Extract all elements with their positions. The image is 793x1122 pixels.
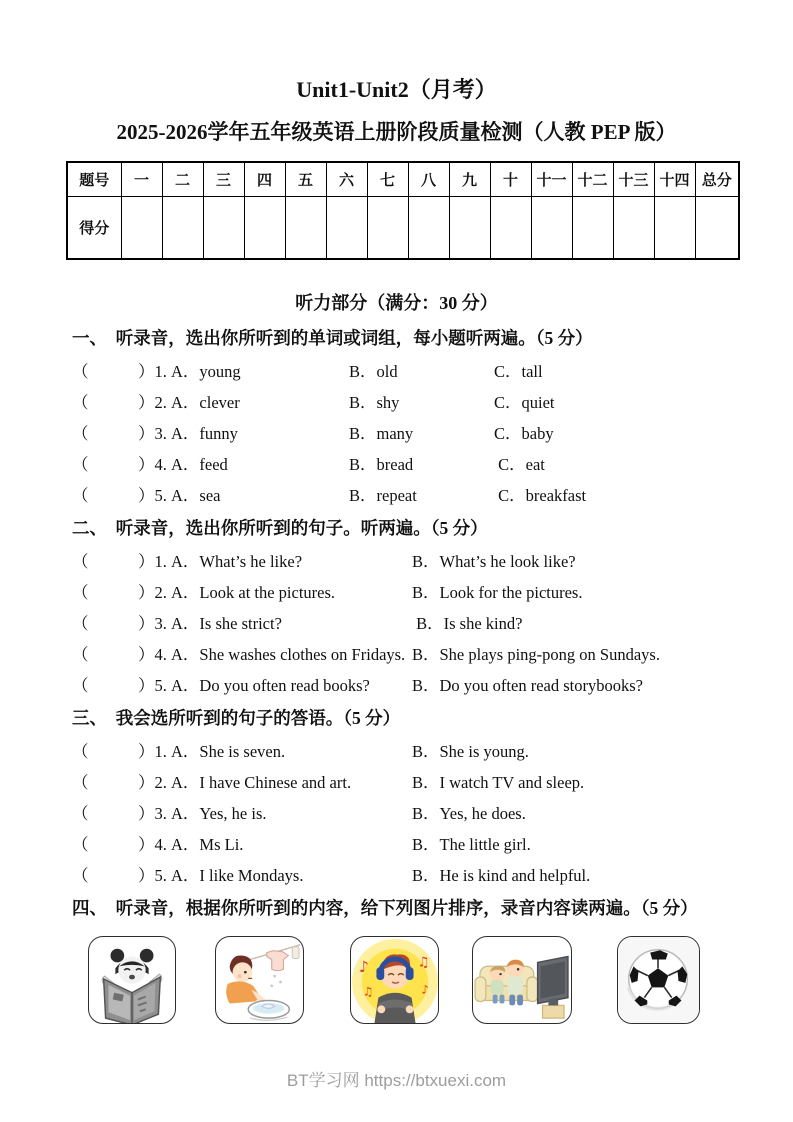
question-row — [72, 637, 763, 668]
score-cell — [285, 197, 326, 260]
option-a: （ ）1. A．What’s he like? — [72, 551, 303, 571]
score-row-label: 得分 — [67, 197, 121, 260]
option-a: （ ）5. A．sea — [72, 485, 221, 505]
option-a: （ ）1. A．young — [72, 361, 241, 381]
score-cell — [408, 197, 449, 260]
score-table-header-cell: 十 — [490, 162, 531, 197]
option-a: （ ）3. A．Is she strict? — [72, 613, 282, 633]
svg-text:♫: ♫ — [417, 954, 430, 971]
option-b: B．many — [349, 423, 414, 443]
score-cell — [326, 197, 367, 260]
question-row — [72, 796, 763, 827]
option-c: C．baby — [494, 423, 554, 443]
score-cell — [244, 197, 285, 260]
option-b: B．Look for the pictures. — [412, 582, 583, 602]
page-subtitle: 2025-2026学年五年级英语上册阶段质量检测（人教 PEP 版） — [116, 120, 677, 144]
score-cell — [449, 197, 490, 260]
picture-ordering-row — [88, 936, 763, 1024]
option-c: C．quiet — [494, 392, 555, 412]
option-c: C．tall — [494, 361, 543, 381]
score-table-header-cell: 四 — [244, 162, 285, 197]
option-b: B．repeat — [349, 485, 417, 505]
score-table-header-cell: 五 — [285, 162, 326, 197]
option-a: （ ）2. A．I have Chinese and art. — [72, 772, 352, 792]
option-b: B．The little girl. — [412, 834, 531, 854]
option-a: （ ）3. A．funny — [72, 423, 238, 443]
score-table-header-cell: 十一 — [531, 162, 572, 197]
question-row — [72, 385, 763, 416]
picture-panel-music — [350, 936, 439, 1024]
option-b: B．shy — [349, 392, 400, 412]
option-a: （ ）4. A．feed — [72, 454, 228, 474]
svg-text:♪: ♪ — [421, 982, 429, 997]
score-cell — [490, 197, 531, 260]
option-b: B．Yes, he does. — [412, 803, 526, 823]
question-row — [72, 858, 763, 889]
score-table-header-row — [67, 162, 739, 197]
score-table-header-cell: 六 — [326, 162, 367, 197]
score-cell — [572, 197, 613, 260]
score-cell — [654, 197, 695, 260]
score-cell — [531, 197, 572, 260]
option-a: （ ）4. A．She washes clothes on Fridays. — [72, 644, 406, 664]
option-b: B．bread — [349, 454, 414, 474]
option-b: B．She is young. — [412, 741, 529, 761]
score-cell — [367, 197, 408, 260]
picture-panel-washing — [215, 936, 304, 1024]
score-table-header-cell: 七 — [367, 162, 408, 197]
listening-music-picture — [351, 937, 438, 1023]
picture-panel-reading — [88, 936, 176, 1024]
option-a: （ ）2. A．clever — [72, 392, 240, 412]
question-row — [72, 575, 763, 606]
option-a: （ ）2. A．Look at the pictures. — [72, 582, 336, 602]
page-title: Unit1-Unit2（月考） — [296, 77, 497, 102]
section-1-heading: 一、 听录音，选出你所听到的单词或词组，每小题听两遍。（5 分） — [72, 328, 593, 348]
score-table-header-cell: 三 — [203, 162, 244, 197]
svg-text:♫: ♫ — [362, 984, 374, 999]
option-c: C．breakfast — [494, 485, 587, 505]
option-b: B．Do you often read storybooks? — [412, 675, 643, 695]
option-a: （ ）5. A．Do you often read books? — [72, 675, 370, 695]
option-b: B．Is she kind? — [412, 613, 523, 633]
score-table-header-cell: 总分 — [695, 162, 739, 197]
score-table — [66, 161, 740, 260]
score-cell — [695, 197, 739, 260]
svg-text:♪: ♪ — [358, 957, 369, 977]
score-table-header-cell: 八 — [408, 162, 449, 197]
score-cell — [121, 197, 162, 260]
question-row — [72, 478, 763, 509]
footer-site-credit: BT学习网 https://btxuexi.com — [286, 1071, 507, 1090]
question-row — [72, 447, 763, 478]
option-a: （ ）3. A．Yes, he is. — [72, 803, 267, 823]
listening-part-header: 听力部分（满分：30 分） — [295, 293, 498, 313]
soccer-ball-picture — [618, 937, 699, 1023]
score-cell — [203, 197, 244, 260]
option-a: （ ）4. A．Ms Li. — [72, 834, 244, 854]
question-row — [72, 668, 763, 699]
option-a: （ ）1. A．She is seven. — [72, 741, 286, 761]
score-table-header-cell: 一 — [121, 162, 162, 197]
washing-clothes-picture — [216, 937, 303, 1023]
watching-tv-picture — [473, 937, 571, 1023]
question-row — [72, 765, 763, 796]
score-cell — [613, 197, 654, 260]
score-table-header-cell: 十四 — [654, 162, 695, 197]
option-b: B．What’s he look like? — [412, 551, 576, 571]
section-2-heading: 二、 听录音，选出你所听到的句子。听两遍。（5 分） — [72, 518, 488, 538]
option-b: B．I watch TV and sleep. — [412, 772, 585, 792]
question-row — [72, 734, 763, 765]
option-b: B．He is kind and helpful. — [412, 865, 591, 885]
option-b: B．old — [349, 361, 398, 381]
picture-panel-soccer-ball — [617, 936, 700, 1024]
score-table-score-row — [67, 197, 739, 260]
question-row — [72, 416, 763, 447]
picture-panel-watching-tv — [472, 936, 572, 1024]
question-row — [72, 354, 763, 385]
section-4-heading: 四、 听录音，根据你所听到的内容，给下列图片排序，录音内容读两遍。（5 分） — [72, 898, 698, 918]
score-cell — [162, 197, 203, 260]
option-a: （ ）5. A．I like Mondays. — [72, 865, 304, 885]
question-row — [72, 544, 763, 575]
question-row — [72, 827, 763, 858]
score-table-header-cell: 题号 — [67, 162, 121, 197]
score-table-header-cell: 十三 — [613, 162, 654, 197]
section-3-heading: 三、 我会选所听到的句子的答语。（5 分） — [72, 708, 401, 728]
score-table-header-cell: 九 — [449, 162, 490, 197]
score-table-header-cell: 二 — [162, 162, 203, 197]
option-c: C．eat — [494, 454, 545, 474]
option-b: B．She plays ping-pong on Sundays. — [412, 644, 660, 664]
score-table-header-cell: 十二 — [572, 162, 613, 197]
reading-storybook-picture — [89, 937, 175, 1023]
question-row — [72, 606, 763, 637]
